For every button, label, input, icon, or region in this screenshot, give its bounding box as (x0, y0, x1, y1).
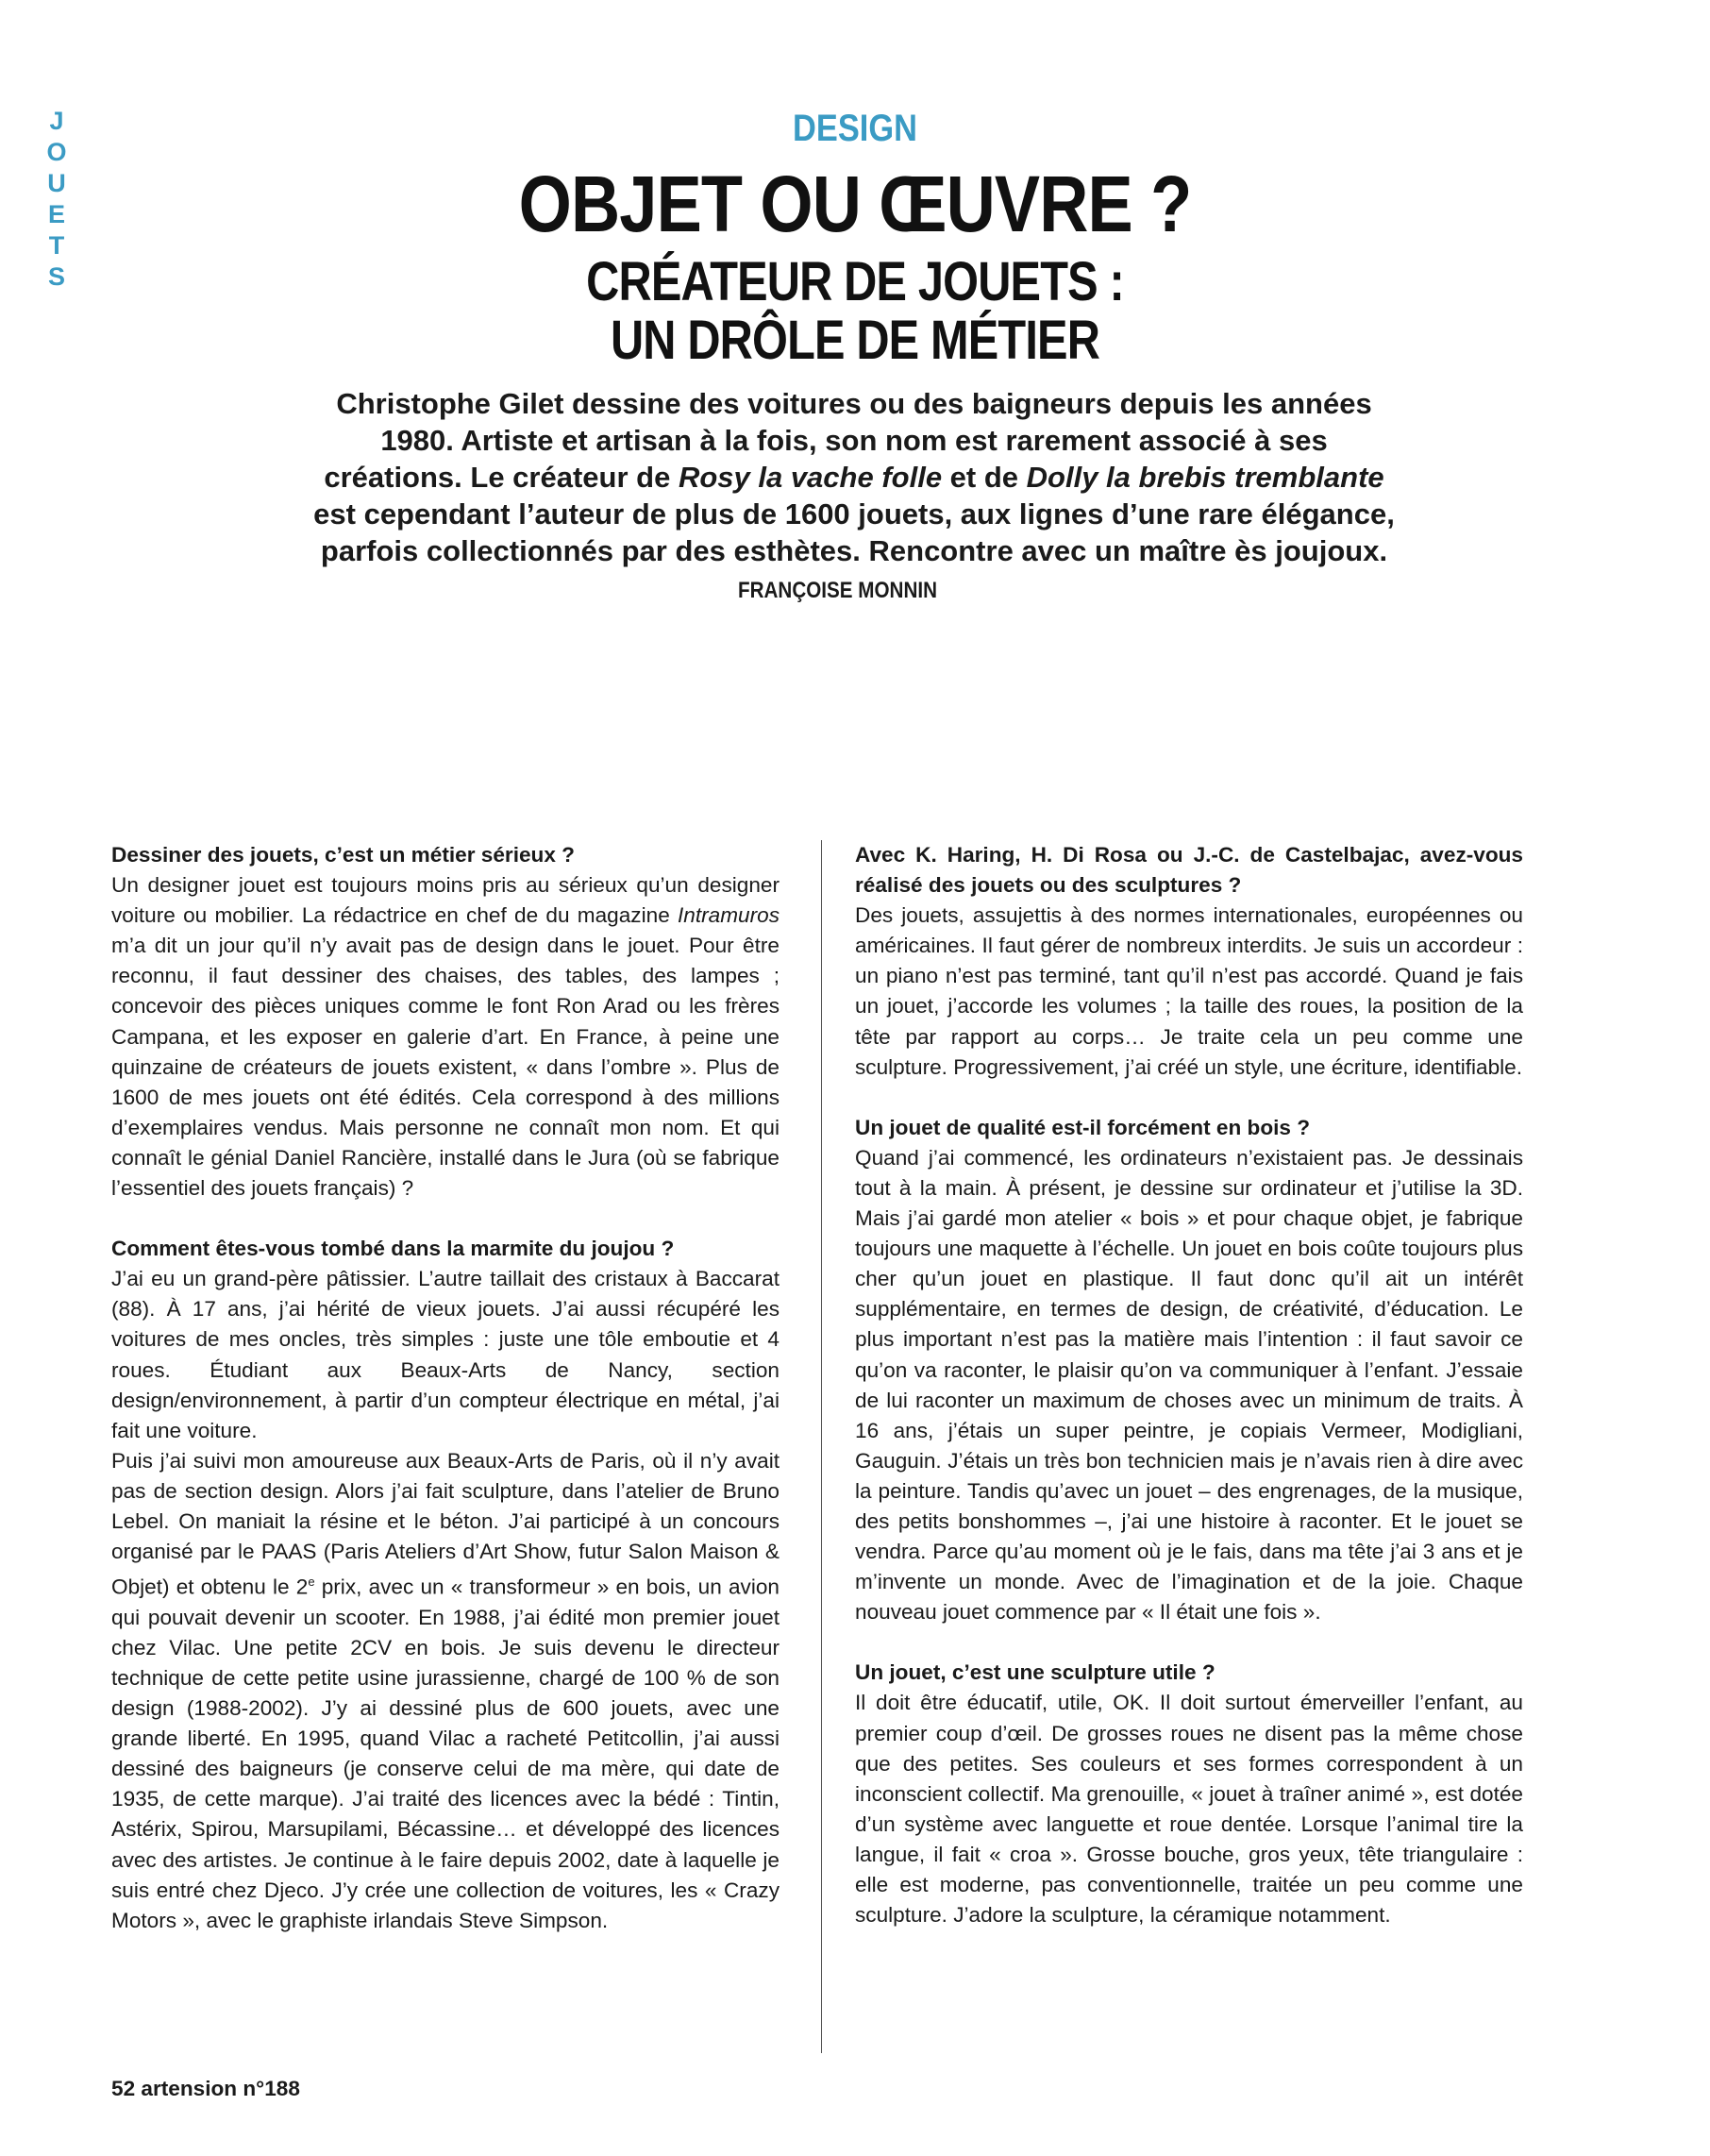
subtitle-line: CRÉATEUR DE JOUETS : (586, 251, 1124, 312)
interview-question: Comment êtes-vous tombé dans la marmite du joujou ? (111, 1237, 675, 1261)
lead-paragraph (311, 385, 1397, 609)
interview-answer (111, 870, 780, 1204)
interview-question: Avec K. Haring, H. Di Rosa ou J.-C. de Castelbajac, avez-vous réalisé des jouets ou des sculptures ? (855, 843, 1523, 898)
answer-text: prix, avec un « transformeur » en bois, un avion qui pouvait devenir un scooter. En 1988, j’ai édité mon premier jouet chez Vilac. Une petite 2CV en bois. Je suis devenu le directeur technique de cette petite usine jurassienne, chargé de 100 % de son design (1988-2002). J’y ai dessiné plus de 600 jouets, avec une grande liberté. En 1995, quand Vilac a racheté Petitcollin, j’ai aussi dessiné des baigneurs (je conserve celui de ma mère, qui date de 1935, de cette marque). J’ai traité des licences avec la bédé : Tintin, Astérix, Spirou, Marsupilami, Bécassine… et développé des licences avec des artistes. Je continue à le faire depuis 2002, date à laquelle je suis entré chez Djeco. J’y crée une collection de voitures, les « Crazy Motors », avec le graphiste irlandais Steve Simpson. (111, 1575, 780, 1932)
answer-text: Puis j’ai suivi mon amoureuse aux Beaux-Arts de Paris, où il n’y avait pas de section design. Alors j’ai fait sculpture, dans l’atelier de Bruno Lebel. On maniait la résine et le béton. J’ai participé à un concours organisé par le PAAS (Paris Ateliers d’Art Show, futur Salon Maison & Objet) et obtenu le 2 (111, 1448, 780, 1599)
interview-question: Un jouet, c’est une sculpture utile ? (855, 1660, 1215, 1685)
author-byline: FRANÇOISE MONNIN (738, 578, 938, 603)
magazine-title: Intramuros (678, 903, 780, 928)
lead-italic-title: Dolly la brebis tremblante (1026, 461, 1384, 494)
column-divider (821, 840, 822, 2053)
answer-text: Un designer jouet est toujours moins pris au sérieux qu’un designer voiture ou mobilier. La rédactrice en chef de du magazine (111, 873, 780, 928)
interview-question: Un jouet de qualité est-il forcément en bois ? (855, 1115, 1311, 1139)
section-letter: E (47, 200, 65, 228)
section-letter: J (49, 107, 64, 135)
interview-answer: Quand j’ai commencé, les ordinateurs n’existaient pas. Je dessinais tout à la main. À présent, je dessine sur ordinateur et j’utilise la 3D. Mais j’ai gardé mon atelier « bois » et pour chaque objet, je fabrique toujours une maquette à l’échelle. Un jouet en bois coûte toujours plus cher qu’un jouet en plastique. Il faut donc qu’il ait un intérêt supplémentaire, en termes de design, de créativité, d’éducation. Le plus important n’est pas la matière mais l’intention : il faut savoir ce qu’on va raconter, le plaisir qu’on va communiquer à l’enfant. J’essaie de lui raconter un maximum de choses avec un minimum de traits. À 16 ans, j’étais un super peintre, je copiais Vermeer, Modigliani, Gauguin. J’étais un très bon technicien mais je n’avais rien à dire avec la peinture. Tandis qu’avec un jouet – des engrenages, de la musique, des petits bonshommes –, j’ai une histoire à raconter. Et le jouet se vendra. Parce qu’au moment où je le fais, dans ma tête j’ai 3 ans et je m’invente un monde. Avec de l’imagination et de la joie. Chaque nouveau jouet commence par « Il était une fois ». (855, 1145, 1523, 1625)
left-column (111, 840, 780, 1936)
section-vertical-label (43, 106, 70, 293)
section-letter: U (47, 169, 66, 197)
interview-answer: Des jouets, assujettis à des normes internationales, européennes ou américaines. Il faut gérer de nombreux interdits. Je suis un accordeur : un piano n’est pas terminé, tant qu’il n’est pas accordé. Quand je fais un jouet, j’accorde les volumes ; la taille des roues, la position de la tête par rapport au corps… Je traite cela un peu comme une sculpture. Progressivement, j’ai créé un style, une écriture, identifiable. (855, 903, 1523, 1079)
right-column (855, 840, 1523, 1930)
article-subtitle (137, 253, 1573, 370)
interview-answer: J’ai eu un grand-père pâtissier. L’autre taillait des cristaux à Baccarat (88). À 17 ans, j’ai hérité de vieux jouets. J’ai aussi récupéré les voitures de mes oncles, très simples : juste une tôle emboutie et 4 roues. Étudiant aux Beaux-Arts de Nancy, section design/environnement, à partir d’un compteur électrique en métal, j’ai fait une voiture. (111, 1267, 780, 1442)
section-letter: O (46, 138, 67, 166)
interview-answer (111, 1446, 780, 1936)
interview-question: Dessiner des jouets, c’est un métier sérieux ? (111, 843, 575, 867)
subtitle-line: UN DRÔLE DE MÉTIER (610, 310, 1100, 371)
lead-text: Christophe Gilet dessine des voitures ou des baigneurs depuis les années 1980. Artiste et artisan à la fois, son nom est rarement associé à ses créations. Le créateur de (324, 387, 1372, 494)
lead-text: et de (942, 461, 1027, 494)
section-letter: S (47, 262, 65, 291)
lead-text: est cependant l’auteur de plus de 1600 jouets, aux lignes d’une rare élégance, parfois collectionnés par des esthètes. Rencontre avec un maître ès joujoux. (313, 497, 1395, 567)
article-title: OBJET OU ŒUVRE ? (518, 160, 1192, 248)
interview-answer: Il doit être éducatif, utile, OK. Il doit surtout émerveiller l’enfant, au premier coup d’œil. De grosses roues ne disent pas la même chose que des petites. Ses couleurs et ses formes correspondent à un inconscient collectif. Ma grenouille, « jouet à traîner animé », est dotée d’un système avec languette et roue dentée. Lorsque l’animal tire la langue, il fait « croa ». Grosse bouche, gros yeux, tête triangulaire : elle est moderne, pas conventionnelle, traitée un peu comme une sculpture. J’adore la sculpture, la céramique notamment. (855, 1691, 1523, 1928)
section-letter: T (48, 231, 65, 260)
ordinal-superscript: e (308, 1575, 315, 1590)
page-footer: 52 artension n°188 (111, 2077, 300, 2100)
rubric: DESIGN (793, 108, 917, 149)
answer-text: m’a dit un jour qu’il n’y avait pas de design dans le jouet. Pour être reconnu, il faut dessiner des chaises, des tables, des lampes ; concevoir des pièces uniques comme le font Ron Arad ou les frères Campana, et les exposer en galerie d’art. En France, à peine une quinzaine de créateurs de jouets existent, « dans l’ombre ». Plus de 1600 de mes jouets ont été édités. Cela correspond à des millions d’exemplaires vendus. Mais personne ne connaît mon nom. Et qui connaît le génial Daniel Rancière, installé dans le Jura (où se fabrique l’essentiel des jouets français) ? (111, 934, 780, 1201)
lead-italic-title: Rosy la vache folle (678, 461, 943, 494)
